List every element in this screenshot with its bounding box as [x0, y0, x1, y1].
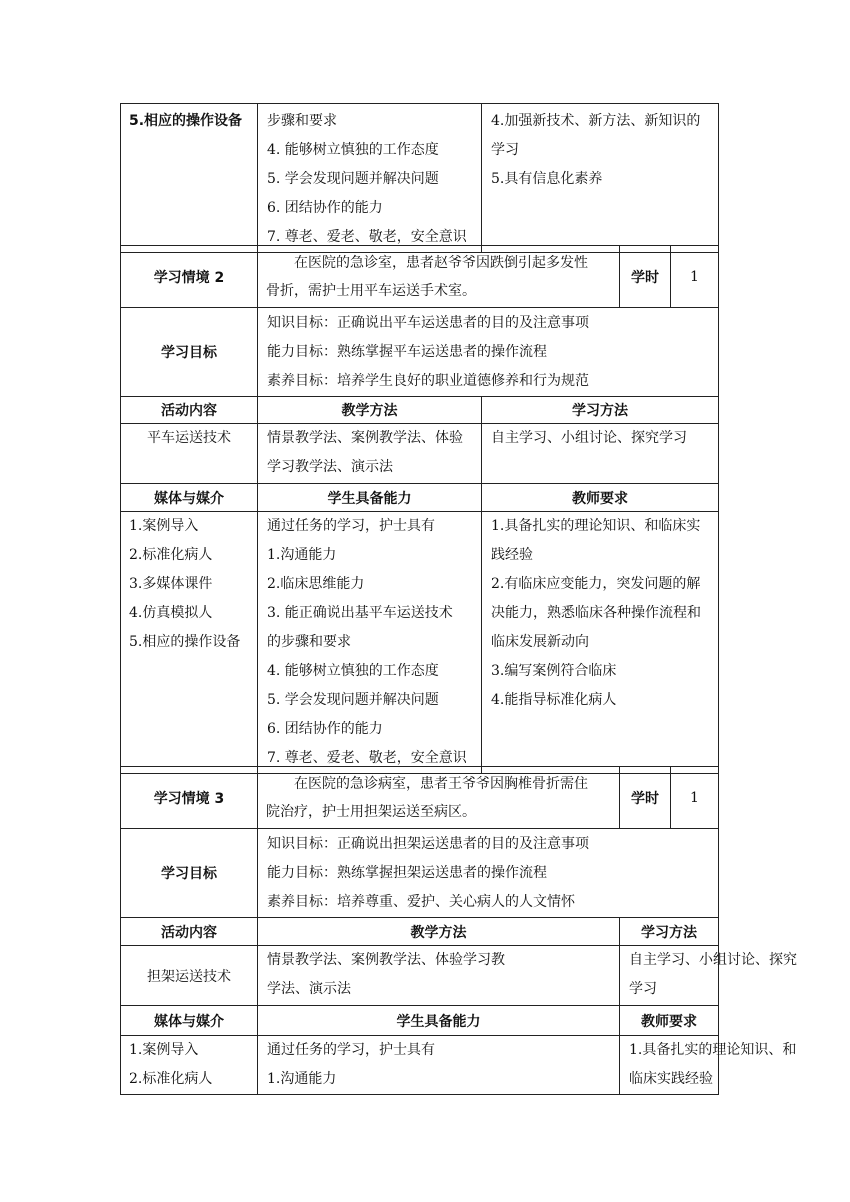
description-line: 在医院的急诊病室，患者王爷爷因胸椎骨折需住 — [294, 776, 588, 792]
requirement-line: 2.有临床应变能力，突发问题的解 — [491, 576, 701, 592]
teaching-cell — [258, 424, 482, 484]
media-line: 2.标准化病人 — [129, 547, 213, 563]
description-line: 在医院的急诊室，患者赵爷爷因跌倒引起多发性 — [294, 255, 588, 271]
requirement-line: 临床实践经验 — [629, 1071, 713, 1087]
media-cell — [121, 512, 258, 774]
requirement-line: 1.具备扎实的理论知识、和 — [629, 1042, 797, 1058]
goal-line: 知识目标：正确说出平车运送患者的目的及注意事项 — [267, 315, 589, 331]
scenario-2-table — [120, 245, 718, 774]
scenario-description — [258, 767, 620, 829]
requirement-line: 践经验 — [491, 547, 533, 563]
requirement-line: 4.加强新技术、新方法、新知识的 — [491, 113, 701, 129]
media-line: 2.标准化病人 — [129, 1071, 213, 1087]
header-learning-method: 学习方法 — [620, 918, 719, 946]
learning-cell — [482, 424, 719, 484]
header-learning-method: 学习方法 — [482, 397, 719, 424]
goal-line: 素养目标：培养学生良好的职业道德修养和行为规范 — [267, 373, 589, 389]
activity-text: 担架运送技术 — [147, 968, 231, 985]
header-ability: 学生具备能力 — [258, 1006, 620, 1036]
activity-text: 平车运送技术 — [147, 430, 231, 446]
ability-cell — [258, 512, 482, 774]
ability-line: 1.沟通能力 — [267, 547, 337, 563]
learning-line: 自主学习、小组讨论、探究学习 — [491, 430, 687, 446]
requirement-line: 4.能指导标准化病人 — [491, 692, 617, 708]
media-label: 5.相应的操作设备 — [129, 113, 243, 129]
requirement-line: 3.编写案例符合临床 — [491, 663, 617, 679]
description-line: 骨折，需护士用平车运送手术室。 — [266, 283, 476, 299]
ability-line: 7. 尊老、爱老、敬老，安全意识 — [267, 229, 467, 245]
goal-label: 学习目标 — [121, 308, 258, 397]
goal-line: 知识目标：正确说出担架运送患者的目的及注意事项 — [267, 836, 589, 852]
teaching-cell — [258, 946, 620, 1006]
media-line: 5.相应的操作设备 — [129, 634, 241, 650]
table-continuation — [120, 103, 718, 253]
ability-cell — [258, 104, 482, 253]
media-line: 3.多媒体课件 — [129, 576, 213, 592]
teaching-line: 情景教学法、案例教学法、体验学习教 — [267, 952, 505, 968]
learning-line: 学习 — [629, 981, 657, 997]
requirement-cell — [482, 104, 719, 253]
requirement-cell — [482, 512, 719, 774]
scenario-title: 学习情境 3 — [121, 767, 258, 829]
learning-line: 自主学习、小组讨论、探究 — [629, 952, 797, 968]
hours-label: 学时 — [620, 767, 671, 829]
ability-line: 步骤和要求 — [267, 113, 337, 129]
learning-cell — [620, 946, 797, 1006]
teaching-line: 学习教学法、演示法 — [267, 459, 393, 475]
ability-line: 7. 尊老、爱老、敬老，安全意识 — [267, 750, 467, 766]
media-cell — [121, 1036, 258, 1095]
header-ability: 学生具备能力 — [258, 484, 482, 512]
ability-line: 3. 能正确说出基平车运送技术 — [267, 605, 453, 621]
scenario-description — [258, 246, 620, 308]
ability-line: 4. 能够树立慎独的工作态度 — [267, 142, 439, 158]
goal-line: 素养目标：培养尊重、爱护、关心病人的人文情怀 — [267, 894, 575, 910]
header-teaching-method: 教学方法 — [258, 918, 620, 946]
teaching-line: 学法、演示法 — [267, 981, 351, 997]
requirement-line: 决能力，熟悉临床各种操作流程和 — [491, 605, 701, 621]
ability-line: 的步骤和要求 — [267, 634, 351, 650]
ability-line: 通过任务的学习，护士具有 — [267, 1042, 435, 1058]
ability-line: 2.临床思维能力 — [267, 576, 365, 592]
header-teaching-method: 教学方法 — [258, 397, 482, 424]
goal-line: 能力目标：熟练掌握平车运送患者的操作流程 — [267, 344, 547, 360]
header-requirement: 教师要求 — [620, 1006, 719, 1036]
requirement-line: 5.具有信息化素养 — [491, 171, 603, 187]
ability-line: 6. 团结协作的能力 — [267, 200, 383, 216]
header-activity: 活动内容 — [121, 918, 258, 946]
goal-cell — [258, 308, 719, 397]
media-cell — [121, 104, 258, 253]
hours-value: 1 — [671, 246, 719, 308]
requirement-line: 1.具备扎实的理论知识、和临床实 — [491, 518, 701, 534]
goal-label: 学习目标 — [121, 829, 258, 918]
ability-line: 5. 学会发现问题并解决问题 — [267, 692, 439, 708]
header-requirement: 教师要求 — [482, 484, 719, 512]
ability-line: 4. 能够树立慎独的工作态度 — [267, 663, 439, 679]
header-media: 媒体与媒介 — [121, 484, 258, 512]
header-activity: 活动内容 — [121, 397, 258, 424]
requirement-line: 临床发展新动向 — [491, 634, 589, 650]
media-line: 4.仿真模拟人 — [129, 605, 213, 621]
media-line: 1.案例导入 — [129, 1042, 199, 1058]
scenario-title: 学习情境 2 — [121, 246, 258, 308]
ability-cell — [258, 1036, 620, 1095]
description-line: 院治疗，护士用担架运送至病区。 — [266, 804, 476, 820]
ability-line: 6. 团结协作的能力 — [267, 721, 383, 737]
ability-line: 1.沟通能力 — [267, 1071, 337, 1087]
media-line: 1.案例导入 — [129, 518, 199, 534]
activity-cell — [121, 424, 258, 484]
hours-value: 1 — [671, 767, 719, 829]
requirement-cell — [620, 1036, 797, 1095]
scenario-3-table — [120, 766, 797, 1095]
requirement-line: 学习 — [491, 142, 519, 158]
hours-label: 学时 — [620, 246, 671, 308]
goal-cell — [258, 829, 719, 918]
header-media: 媒体与媒介 — [121, 1006, 258, 1036]
activity-cell — [121, 946, 258, 1006]
ability-line: 5. 学会发现问题并解决问题 — [267, 171, 439, 187]
goal-line: 能力目标：熟练掌握担架运送患者的操作流程 — [267, 865, 547, 881]
teaching-line: 情景教学法、案例教学法、体验 — [267, 430, 463, 446]
ability-line: 通过任务的学习，护士具有 — [267, 518, 435, 534]
